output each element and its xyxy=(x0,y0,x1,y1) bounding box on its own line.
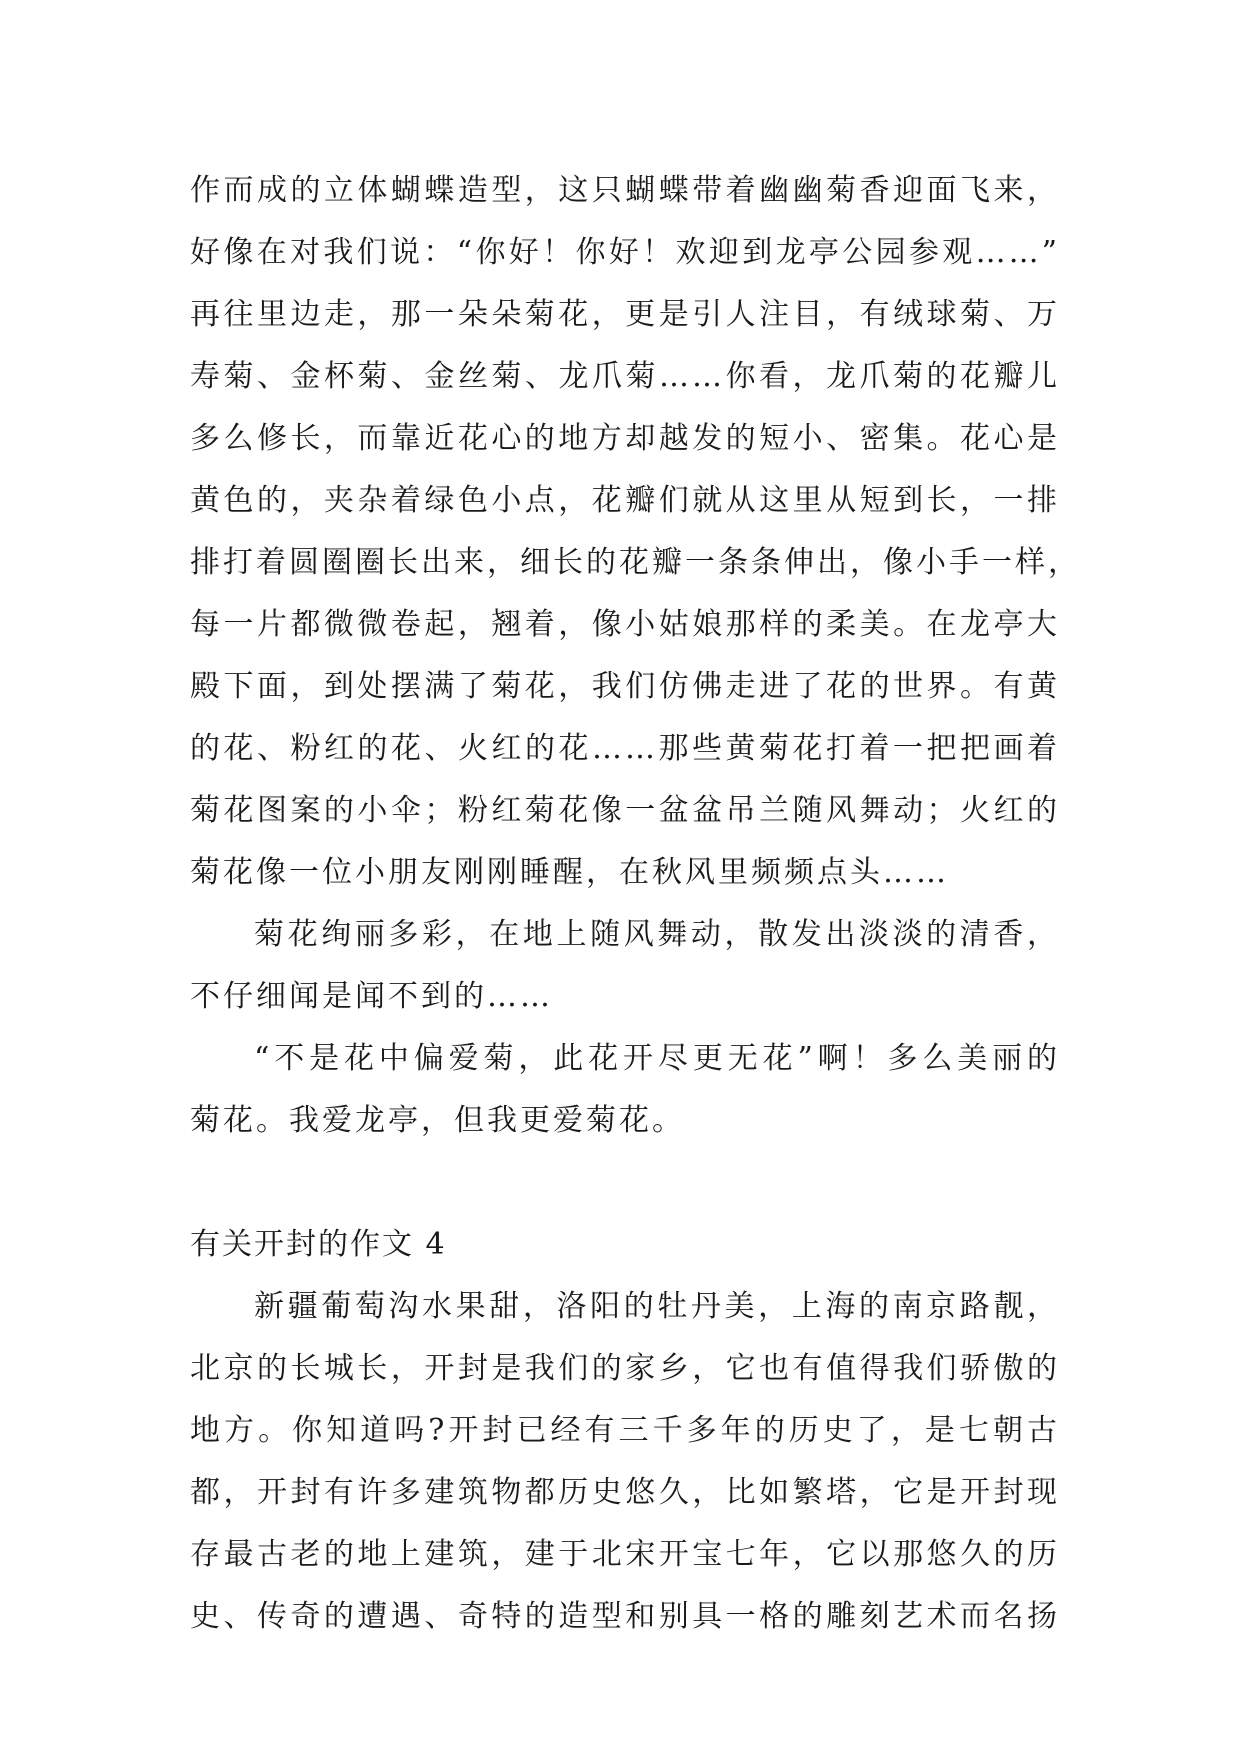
paragraph-fragrance xyxy=(190,904,1060,1028)
text-line: 存最古老的地上建筑，建于北宋开宝七年，它以那悠久的历 xyxy=(190,1537,1060,1572)
section-heading: 有关开封的作文 4 xyxy=(190,1227,447,1262)
text-line: 黄色的，夹杂着绿色小点，花瓣们就从这里从短到长，一排 xyxy=(190,483,1060,518)
document-body xyxy=(190,160,1081,1648)
text-line: 菊花。我爱龙亭，但我更爱菊花。 xyxy=(190,1103,685,1138)
text-line: 的花、粉红的花、火红的花……那些黄菊花打着一把把画着 xyxy=(190,731,1060,766)
text-line: 菊花图案的小伞；粉红菊花像一盆盆吊兰随风舞动；火红的 xyxy=(190,793,1060,828)
paragraph-chrysanthemum-description xyxy=(190,160,1081,904)
text-line: 新疆葡萄沟水果甜，洛阳的牡丹美，上海的南京路靓， xyxy=(254,1289,1060,1324)
text-line: 作而成的立体蝴蝶造型，这只蝴蝶带着幽幽菊香迎面飞来， xyxy=(190,173,1060,208)
text-line: 殿下面，到处摆满了菊花，我们仿佛走进了花的世界。有黄 xyxy=(190,669,1060,704)
text-line: 每一片都微微卷起，翘着，像小姑娘那样的柔美。在龙亭大 xyxy=(190,607,1060,642)
text-line: 多么修长，而靠近花心的地方却越发的短小、密集。花心是 xyxy=(190,421,1060,456)
text-line: 菊花像一位小朋友刚刚睡醒，在秋风里频频点头…… xyxy=(190,855,949,890)
text-line: 好像在对我们说：“你好！你好！欢迎到龙亭公园参观……” xyxy=(190,235,1060,270)
paragraph-kaifeng-intro xyxy=(190,1276,1060,1648)
text-line: 寿菊、金杯菊、金丝菊、龙爪菊……你看，龙爪菊的花瓣儿 xyxy=(190,359,1060,394)
text-line: 不仔细闻是闻不到的…… xyxy=(190,979,553,1014)
text-line: 地方。你知道吗?开封已经有三千多年的历史了，是七朝古 xyxy=(190,1413,1060,1448)
text-line: 再往里边走，那一朵朵菊花，更是引人注目，有绒球菊、万 xyxy=(190,297,1060,332)
paragraph-conclusion xyxy=(190,1028,1060,1152)
text-line: 北京的长城长，开封是我们的家乡，它也有值得我们骄傲的 xyxy=(190,1351,1060,1386)
text-line: 排打着圆圈圈长出来，细长的花瓣一条条伸出，像小手一样， xyxy=(190,545,1081,580)
text-line: 菊花绚丽多彩，在地上随风舞动，散发出淡淡的清香， xyxy=(254,917,1060,952)
text-line: 都，开封有许多建筑物都历史悠久，比如繁塔，它是开封现 xyxy=(190,1475,1060,1510)
text-line: 史、传奇的遭遇、奇特的造型和别具一格的雕刻艺术而名扬 xyxy=(190,1599,1060,1634)
section-spacer xyxy=(190,1152,1060,1214)
text-line: “不是花中偏爱菊，此花开尽更无花”啊！多么美丽的 xyxy=(254,1041,1060,1076)
